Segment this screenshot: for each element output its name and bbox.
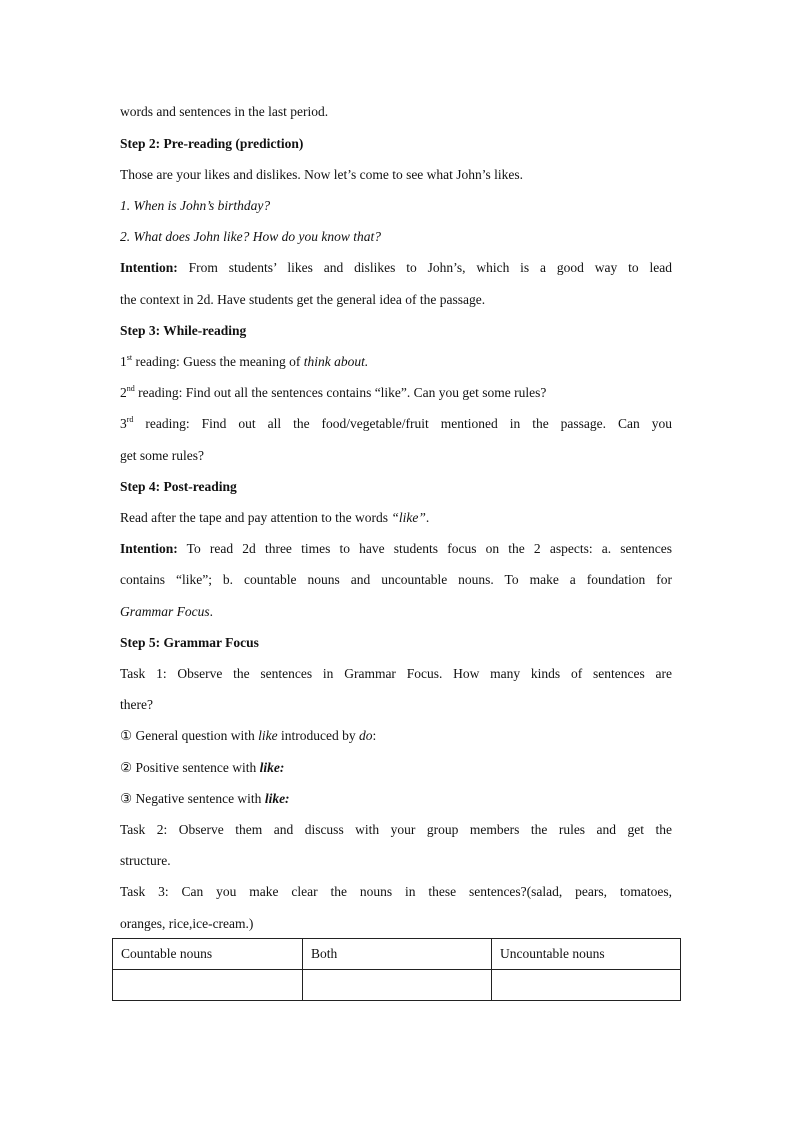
reading-2 [120,385,672,401]
table-header-cell: Countable nouns [113,939,303,970]
task-2: Task 2: Observe them and discuss with your group members the rules and get the [120,822,672,837]
intention-2 [120,541,672,557]
circled-number: ② [120,760,133,775]
text-line: the context in 2d. Have students get the general idea of the passage. [120,292,486,307]
ordinal-number: 2 [120,385,127,400]
ordinal-number: 1 [120,354,127,369]
sentence-kind-1 [120,728,672,744]
table-header-cell: Uncountable nouns [492,939,681,970]
intention-text: From students’ likes and dislikes to John’s, which is a good way to lead [177,260,672,275]
text-line: structure. [120,853,171,868]
kind-emphasis: do [358,728,373,743]
table-row [113,970,681,1001]
circled-number: ③ [120,791,133,806]
step-3-heading: Step 3: While-reading [120,323,247,338]
step-5-heading: Step 5: Grammar Focus [120,635,259,650]
kind-text: General question with [132,728,259,743]
text-line: words and sentences in the last period. [120,104,329,119]
task-3: Task 3: Can you make clear the nouns in these sentences?(salad, pears, tomatoes, [120,884,672,899]
ordinal-number: 3 [120,416,127,431]
read-end: . [425,510,430,525]
text-line: there? [120,697,153,712]
kind-text: Negative sentence with [132,791,265,806]
kind-text: Positive sentence with [132,760,260,775]
intention-label: Intention: [120,541,178,556]
nouns-table [112,938,681,1001]
circled-number: ① [120,728,133,743]
table-header-cell: Both [303,939,492,970]
table-header-row [113,939,681,970]
reading-text: reading: Find out all the sentences contains “like”. Can you get some rules? [134,385,547,400]
kind-emphasis: like [258,728,278,743]
read-instruction [120,510,672,526]
sentence-end: . [209,604,213,619]
read-text: Read after the tape and pay attention to the words [120,510,392,525]
task-1: Task 1: Observe the sentences in Grammar Focus. How many kinds of sentences are [120,666,672,681]
ordinal-suffix: nd [126,384,135,393]
reading-text: reading: Guess the meaning of [132,354,304,369]
reading-3 [120,416,672,432]
kind-end: : [372,728,377,743]
intention-text: To read 2d three times to have students focus on the 2 aspects: a. sentences [177,541,672,556]
kind-emphasis: like: [264,791,290,806]
text-line: contains “like”; b. countable nouns and uncountable nouns. To make a foundation for [120,572,672,587]
table-cell[interactable] [492,970,681,1001]
kind-emphasis: like: [259,760,285,775]
question-1: 1. When is John’s birthday? [120,198,271,213]
kind-text: introduced by [277,728,359,743]
text-line: oranges, rice,ice-cream.) [120,916,254,931]
intention-1 [120,260,672,276]
sentence-kind-3 [120,791,672,807]
reading-1 [120,354,672,370]
text-line: Those are your likes and dislikes. Now let’s come to see what John’s likes. [120,167,524,182]
grammar-focus-ref [120,604,672,620]
step-2-heading: Step 2: Pre-reading (prediction) [120,136,304,151]
read-emphasis: “like” [391,510,426,525]
table-cell[interactable] [303,970,492,1001]
question-2: 2. What does John like? How do you know that? [120,229,381,244]
grammar-focus-emphasis: Grammar Focus [120,604,210,619]
ordinal-suffix: rd [126,415,134,424]
intention-label: Intention: [120,260,178,275]
reading-text: reading: Find out all the food/vegetable/fruit mentioned in the passage. Can you [133,416,672,431]
sentence-kind-2 [120,760,672,776]
ordinal-suffix: st [126,353,133,362]
reading-emphasis: think about. [303,354,369,369]
text-line: get some rules? [120,448,204,463]
table-cell[interactable] [113,970,303,1001]
step-4-heading: Step 4: Post-reading [120,479,237,494]
